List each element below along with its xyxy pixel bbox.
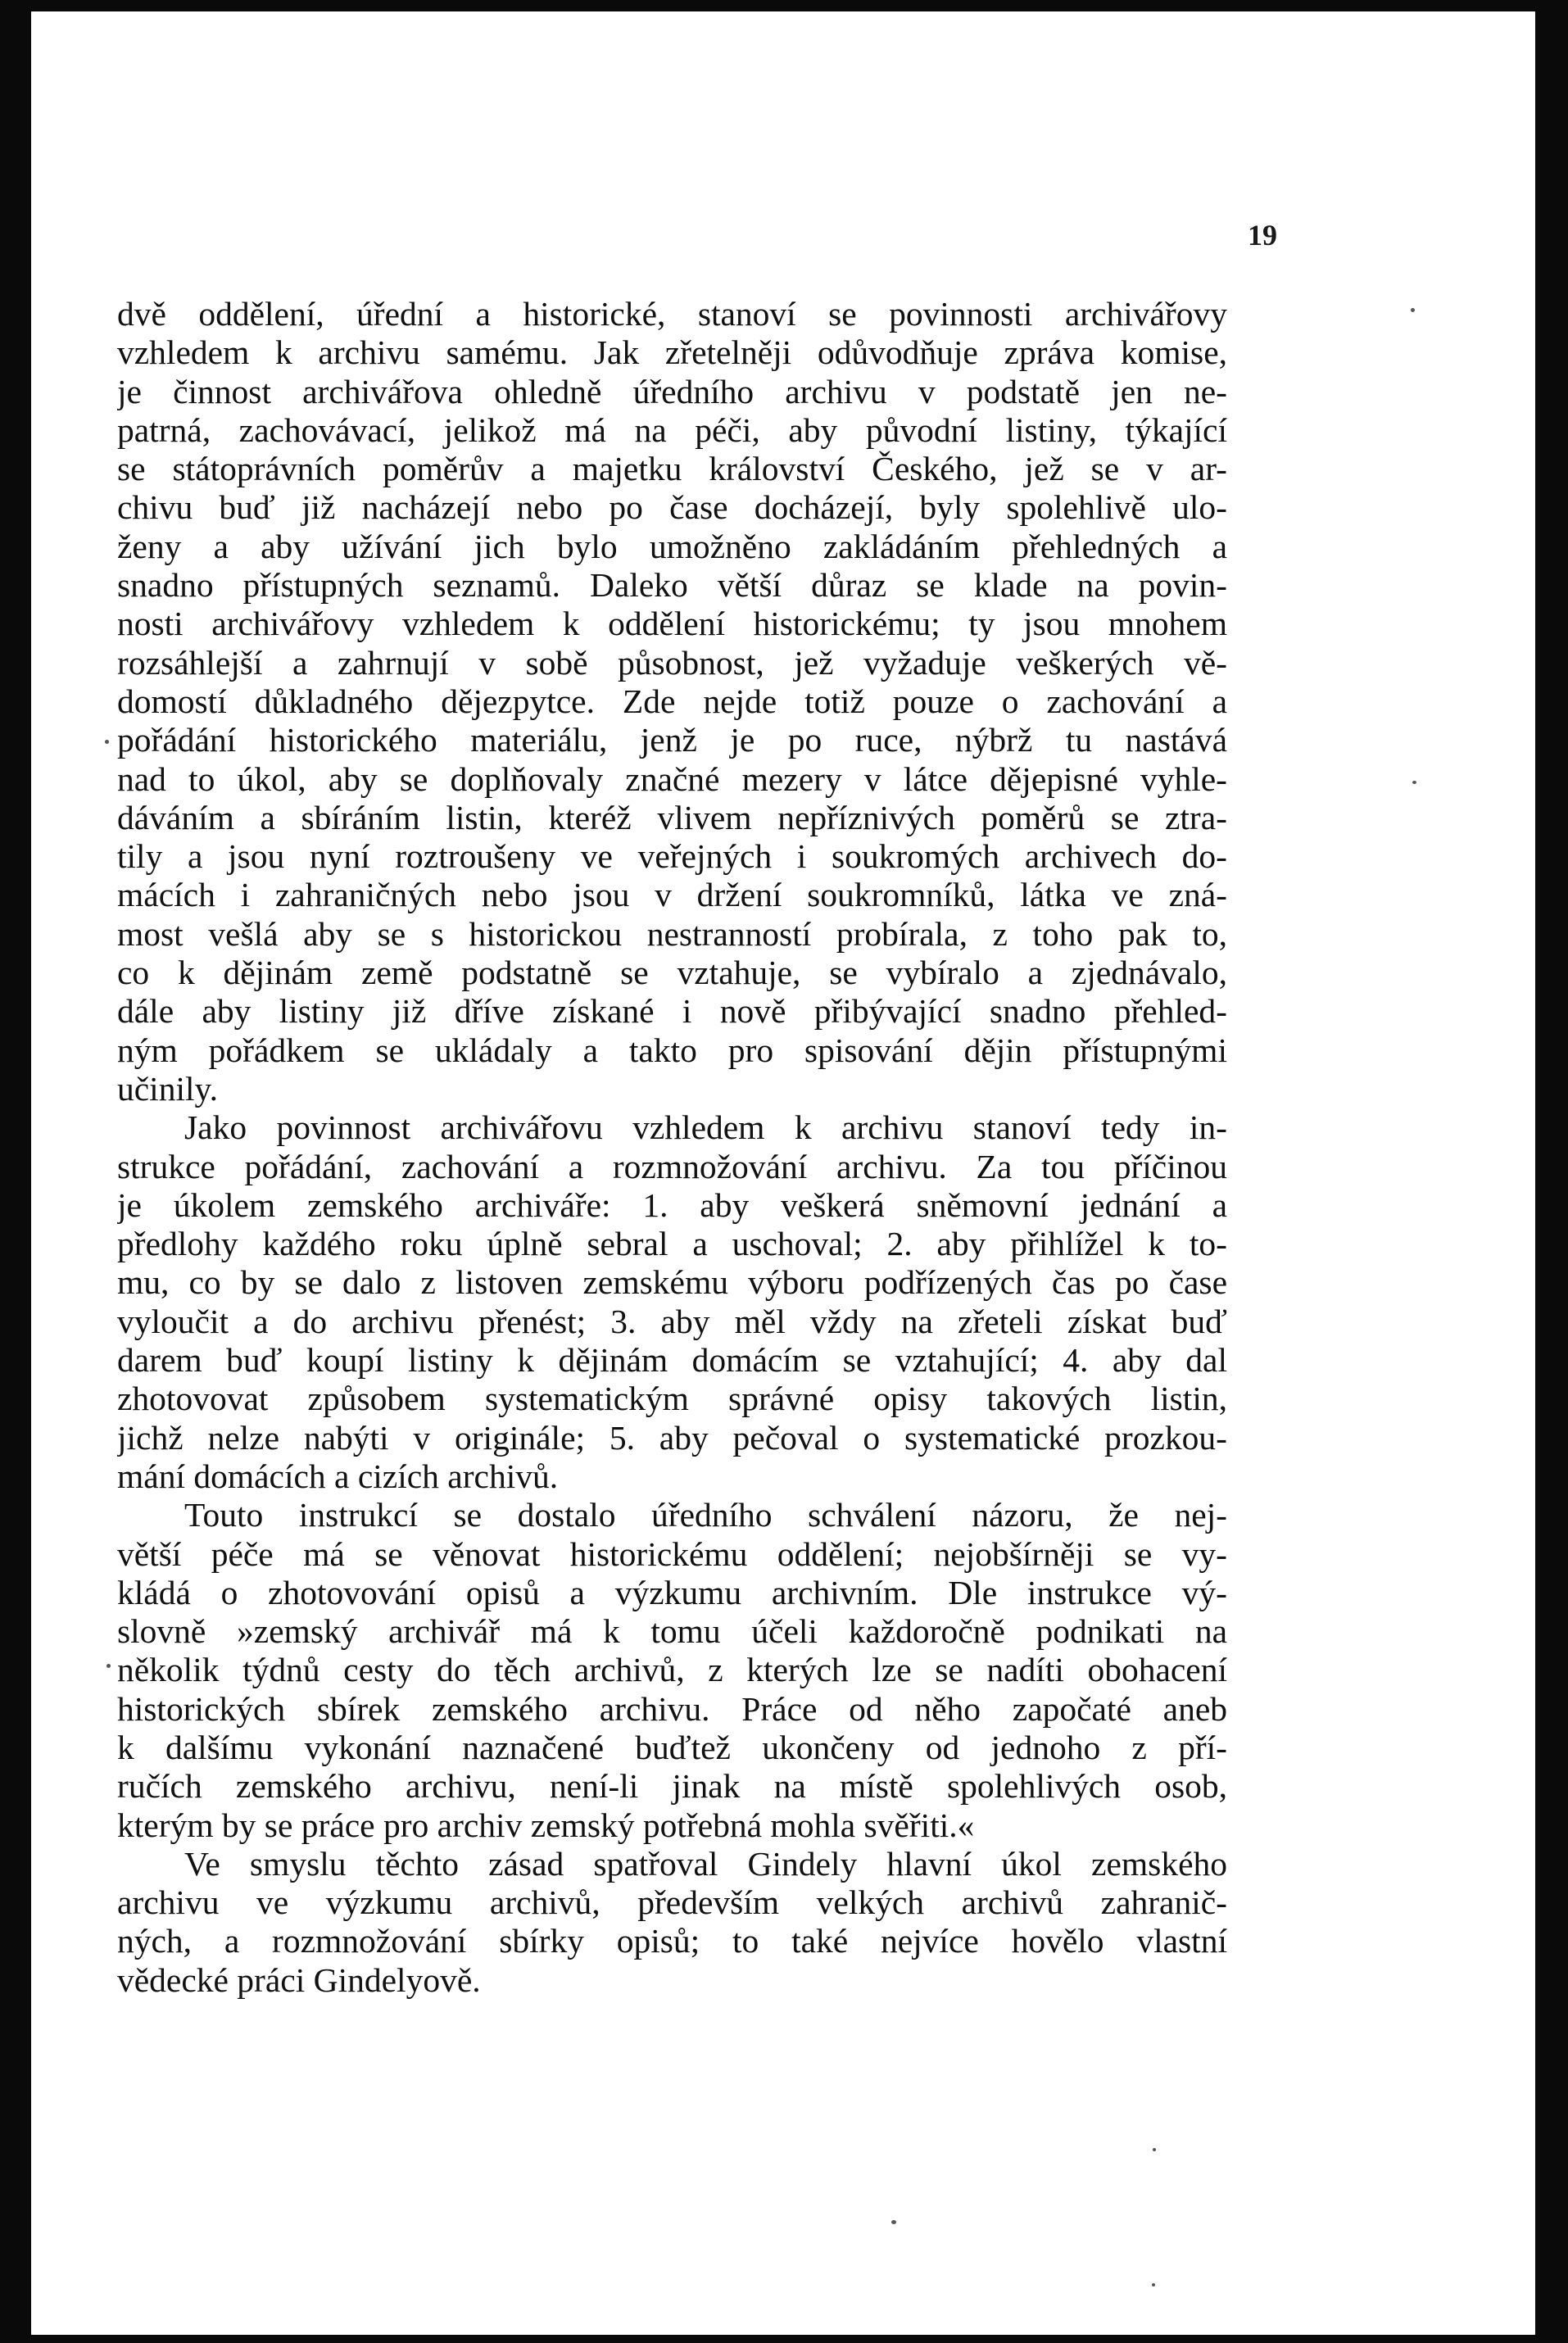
text-line: most vešlá aby se s historickou nestranností probírala, z toho pak to, (117, 914, 1227, 953)
text-line: chivu buď již nacházejí nebo po čase docházejí, byly spolehlivě ulo- (117, 488, 1227, 527)
text-line: kládá o zhotovování opisů a výzkumu archivním. Dle instrukce vý- (117, 1573, 1227, 1611)
paragraph (117, 1108, 1227, 1496)
text-line: je činnost archivářova ohledně úředního archivu v podstatě jen ne- (117, 372, 1227, 410)
text-line: dáváním a sbíráním listin, kteréž vlivem nepříznivých poměrů se ztra- (117, 798, 1227, 836)
text-line: strukce pořádání, zachování a rozmnožování archivu. Za tou příčinou (117, 1147, 1227, 1185)
text-line: učinily. (117, 1069, 218, 1108)
text-line: Touto instrukcí se dostalo úředního schválení názoru, že nej- (184, 1496, 1227, 1534)
text-line: kterým by se práce pro archiv zemský potřebná mohla svěřiti.« (117, 1806, 975, 1844)
scan-speck (106, 1664, 111, 1668)
text-line: Ve smyslu těchto zásad spatřoval Gindely hlavní úkol zemského (184, 1844, 1227, 1883)
text-line: ných, a rozmnožování sbírky opisů; to také nejvíce hovělo vlastní (117, 1922, 1227, 1960)
text-line: darem buď koupí listiny k dějinám domácím se vztahující; 4. aby dal (117, 1341, 1227, 1380)
text-line: patrná, zachovávací, jelikož má na péči, aby původní listiny, týkající (117, 410, 1227, 449)
text-line: několik týdnů cesty do těch archivů, z kterých lze se nadíti obohacení (117, 1651, 1227, 1689)
text-line: vědecké práci Gindelyově. (117, 1960, 481, 1999)
text-line: archivu ve výzkumu archivů, především velkých archivů zahranič- (117, 1883, 1227, 1922)
text-line: k dalšímu vykonání naznačené buďtež ukončeny od jednoho z pří- (117, 1728, 1227, 1766)
text-line: zhotovovat způsobem systematickým správné opisy takových listin, (117, 1380, 1227, 1418)
text-line: vyloučit a do archivu přenést; 3. aby měl vždy na zřeteli získat buď (117, 1302, 1227, 1340)
text-line: dvě oddělení, úřední a historické, stanoví se povinnosti archivářovy (117, 295, 1227, 333)
page-number: 19 (1248, 219, 1277, 252)
scan-speck (1152, 2283, 1155, 2286)
text-line: ženy a aby užívání jich bylo umožněno zakládáním přehledných a (117, 527, 1227, 565)
text-line: mu, co by se dalo z listoven zemskému výboru podřízených čas po čase (117, 1263, 1227, 1302)
text-line: historických sbírek zemského archivu. Práce od něho započaté aneb (117, 1689, 1227, 1728)
paragraph (117, 1496, 1227, 1845)
body-text (117, 295, 1227, 2000)
text-line: větší péče má se věnovat historickému oddělení; nejobšírněji se vy- (117, 1534, 1227, 1573)
text-line: snadno přístupných seznamů. Daleko větší důraz se klade na povin- (117, 566, 1227, 605)
scan-speck (1153, 2148, 1156, 2151)
scan-speck (891, 2220, 896, 2224)
text-line: Jako povinnost archivářovu vzhledem k archivu stanoví tedy in- (184, 1108, 1227, 1147)
text-line: domostí důkladného dějezpytce. Zde nejde totiž pouze o zachování a (117, 682, 1227, 720)
text-line: je úkolem zemského archiváře: 1. aby veškerá sněmovní jednání a (117, 1185, 1227, 1224)
text-line: nosti archivářovy vzhledem k oddělení historickému; ty jsou mnohem (117, 605, 1227, 643)
text-line: se státoprávních poměrův a majetku království Českého, jež se v ar- (117, 450, 1227, 488)
text-line: tily a jsou nyní roztroušeny ve veřejných i soukromých archivech do- (117, 837, 1227, 876)
text-line: ným pořádkem se ukládaly a takto pro spisování dějin přístupnými (117, 1031, 1227, 1069)
text-line: rozsáhlejší a zahrnují v sobě působnost, jež vyžaduje veškerých vě- (117, 643, 1227, 682)
scan-speck (1412, 781, 1416, 784)
text-line: mácích i zahraničných nebo jsou v držení soukromníků, látka ve zná- (117, 876, 1227, 914)
text-line: dále aby listiny již dříve získané i nově přibývající snadno přehled- (117, 992, 1227, 1031)
text-line: předlohy každého roku úplně sebral a uschoval; 2. aby přihlížel k to- (117, 1225, 1227, 1263)
text-line: nad to úkol, aby se doplňovaly značné mezery v látce dějepisné vyhle- (117, 759, 1227, 798)
text-line: slovně »zemský archivář má k tomu účeli každoročně podnikati na (117, 1612, 1227, 1651)
scan-speck (1411, 308, 1415, 312)
text-line: jichž nelze nabýti v originále; 5. aby pečoval o systematické prozkou- (117, 1418, 1227, 1457)
text-line: mání domácích a cizích archivů. (117, 1457, 559, 1495)
scan-speck (105, 740, 109, 744)
paragraph (117, 295, 1227, 1108)
text-line: ručích zemského archivu, není-li jinak na místě spolehlivých osob, (117, 1767, 1227, 1806)
text-line: co k dějinám země podstatně se vztahuje, se vybíralo a zjednávalo, (117, 954, 1227, 992)
text-line: vzhledem k archivu samému. Jak zřetelněji odůvodňuje zpráva komise, (117, 333, 1227, 372)
paragraph (117, 1845, 1227, 2000)
text-line: pořádání historického materiálu, jenž je po ruce, nýbrž tu nastává (117, 721, 1227, 759)
